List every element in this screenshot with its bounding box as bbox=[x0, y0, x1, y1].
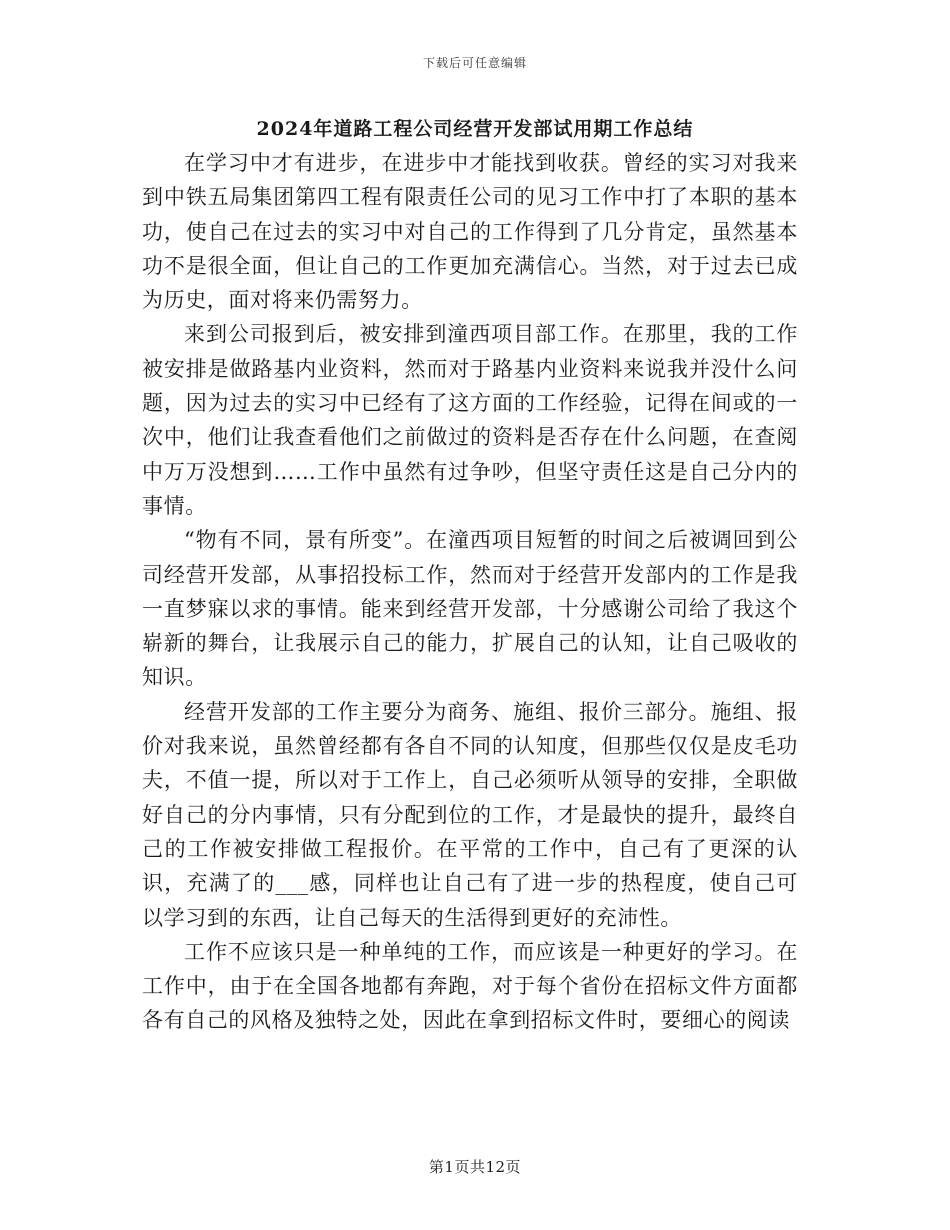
page-number-footer: 第1页共12页 bbox=[428, 1158, 522, 1176]
paragraph: “物有不同，景有所变”。在潼西项目短暂的时间之后被调回到公司经营开发部，从事招投标工作，然而对于经营开发部内的工作是我一直梦寐以求的事情。能来到经营开发部，十分感谢公司给了我这个崭新的舞台，让我展示自己的能力，扩展自己的认知，让自己吸收的知识。 bbox=[142, 528, 798, 690]
document-title: 2024年道路工程公司经营开发部试用期工作总结 bbox=[256, 118, 694, 140]
paragraph: 在学习中才有进步，在进步中才能找到收获。曾经的实习对我来到中铁五局集团第四工程有限责任公司的见习工作中打了本职的基本功，使自己在过去的实习中对自己的工作得到了几分肯定，虽然基本功不是很全面，但让自己的工作更加充满信心。当然，对于过去已成为历史，面对将来仍需努力。 bbox=[142, 151, 798, 313]
paragraph: 来到公司报到后，被安排到潼西项目部工作。在那里，我的工作被安排是做路基内业资料，然而对于路基内业资料来说我并没什么问题，因为过去的实习中已经有了这方面的工作经验，记得在间或的一次中，他们让我查看他们之前做过的资料是否存在什么问题，在查阅中万万没想到……工作中虽然有过争吵，但坚守责任这是自己分内的事情。 bbox=[142, 322, 798, 518]
paragraph: 经营开发部的工作主要分为商务、施组、报价三部分。施组、报价对我来说，虽然曾经都有各自不同的认知度，但那些仅仅是皮毛功夫，不值一提，所以对于工作上，自己必须听从领导的安排，全职做好自己的分内事情，只有分配到位的工作，才是最快的提升，最终自己的工作被安排做工程报价。在平常的工作中，自己有了更深的认识，充满了的___感，同样也让自己有了进一步的热程度，使自己可以学习到的东西，让自己每天的生活得到更好的充沛性。 bbox=[142, 699, 798, 930]
page-header-note: 下载后可任意编辑 bbox=[422, 56, 527, 70]
paragraph: 工作不应该只是一种单纯的工作，而应该是一种更好的学习。在工作中，由于在全国各地都有奔跑，对于每个省份在招标文件方面都各有自己的风格及独特之处，因此在拿到招标文件时，要细心的阅读 bbox=[142, 939, 798, 1033]
document-body bbox=[142, 146, 798, 1038]
